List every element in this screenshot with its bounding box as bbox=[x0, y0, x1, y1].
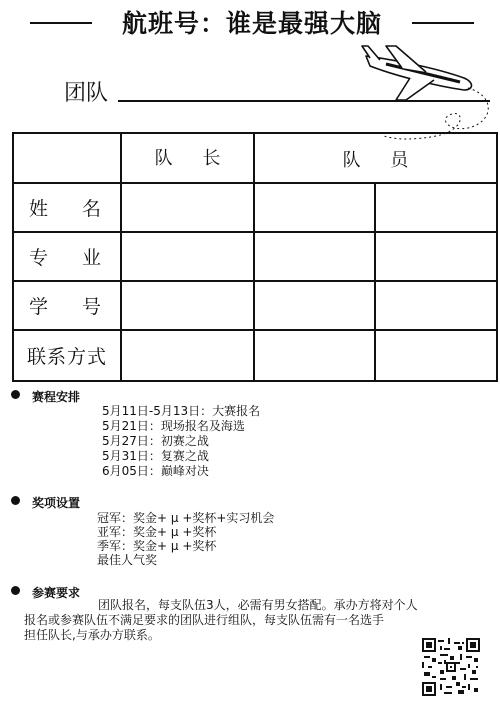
member2-name-cell[interactable] bbox=[375, 183, 497, 232]
requirements-text bbox=[24, 598, 500, 643]
table-row bbox=[13, 281, 497, 330]
schedule-item: 6月05日：巅峰对决 bbox=[102, 464, 209, 478]
captain-major-cell[interactable] bbox=[121, 232, 254, 281]
title-rule-left bbox=[30, 22, 92, 24]
team-name-line[interactable] bbox=[118, 100, 490, 102]
team-label: 团队 bbox=[64, 81, 109, 106]
award-item: 冠军：奖金+ μ +奖杯+实习机会 bbox=[97, 511, 275, 525]
bullet-icon bbox=[11, 496, 20, 505]
member1-major-cell[interactable] bbox=[254, 232, 375, 281]
table-header-row bbox=[13, 133, 497, 183]
requirements-title: 参赛要求 bbox=[32, 586, 81, 600]
requirements-line: 报名或参赛队伍不满足要求的团队进行组队，每支队伍需有一名选手 bbox=[24, 613, 385, 627]
captain-header: 队 长 bbox=[121, 133, 254, 183]
table-corner-cell bbox=[13, 133, 121, 183]
member2-id-cell[interactable] bbox=[375, 281, 497, 330]
members-header: 队 员 bbox=[254, 133, 497, 183]
member1-contact-cell[interactable] bbox=[254, 330, 375, 381]
row-label-student-id: 学 号 bbox=[13, 281, 121, 330]
awards-title: 奖项设置 bbox=[32, 496, 81, 510]
registration-table bbox=[12, 132, 498, 382]
title-row bbox=[0, 4, 500, 38]
award-item: 季军：奖金+ μ +奖杯 bbox=[97, 539, 217, 553]
row-label-name: 姓 名 bbox=[13, 183, 121, 232]
schedule-item: 5月27日：初赛之战 bbox=[102, 434, 209, 448]
bullet-icon bbox=[11, 390, 20, 399]
title-rule-right bbox=[412, 22, 474, 24]
schedule-title: 赛程安排 bbox=[32, 390, 81, 404]
table-row bbox=[13, 232, 497, 281]
row-label-major: 专 业 bbox=[13, 232, 121, 281]
page-title: 航班号：谁是最强大脑 bbox=[121, 9, 382, 38]
captain-name-cell[interactable] bbox=[121, 183, 254, 232]
schedule-item: 5月21日：现场报名及海选 bbox=[102, 419, 245, 433]
schedule-item: 5月11日-5月13日：大赛报名 bbox=[102, 404, 261, 418]
award-item: 最佳人气奖 bbox=[97, 553, 158, 567]
award-item: 亚军：奖金+ μ +奖杯 bbox=[97, 525, 217, 539]
captain-contact-cell[interactable] bbox=[121, 330, 254, 381]
bullet-icon bbox=[11, 586, 20, 595]
member1-id-cell[interactable] bbox=[254, 281, 375, 330]
table-row bbox=[13, 183, 497, 232]
member2-major-cell[interactable] bbox=[375, 232, 497, 281]
requirements-line: 团队报名，每支队伍3人，必需有男女搭配。承办方将对个人 bbox=[98, 598, 418, 612]
row-label-contact: 联系方式 bbox=[13, 330, 121, 381]
qr-code[interactable] bbox=[422, 638, 480, 696]
requirements-line: 担任队长,与承办方联系。 bbox=[24, 628, 160, 642]
captain-id-cell[interactable] bbox=[121, 281, 254, 330]
member2-contact-cell[interactable] bbox=[375, 330, 497, 381]
table-row bbox=[13, 330, 497, 381]
member1-name-cell[interactable] bbox=[254, 183, 375, 232]
schedule-item: 5月31日：复赛之战 bbox=[102, 449, 209, 463]
